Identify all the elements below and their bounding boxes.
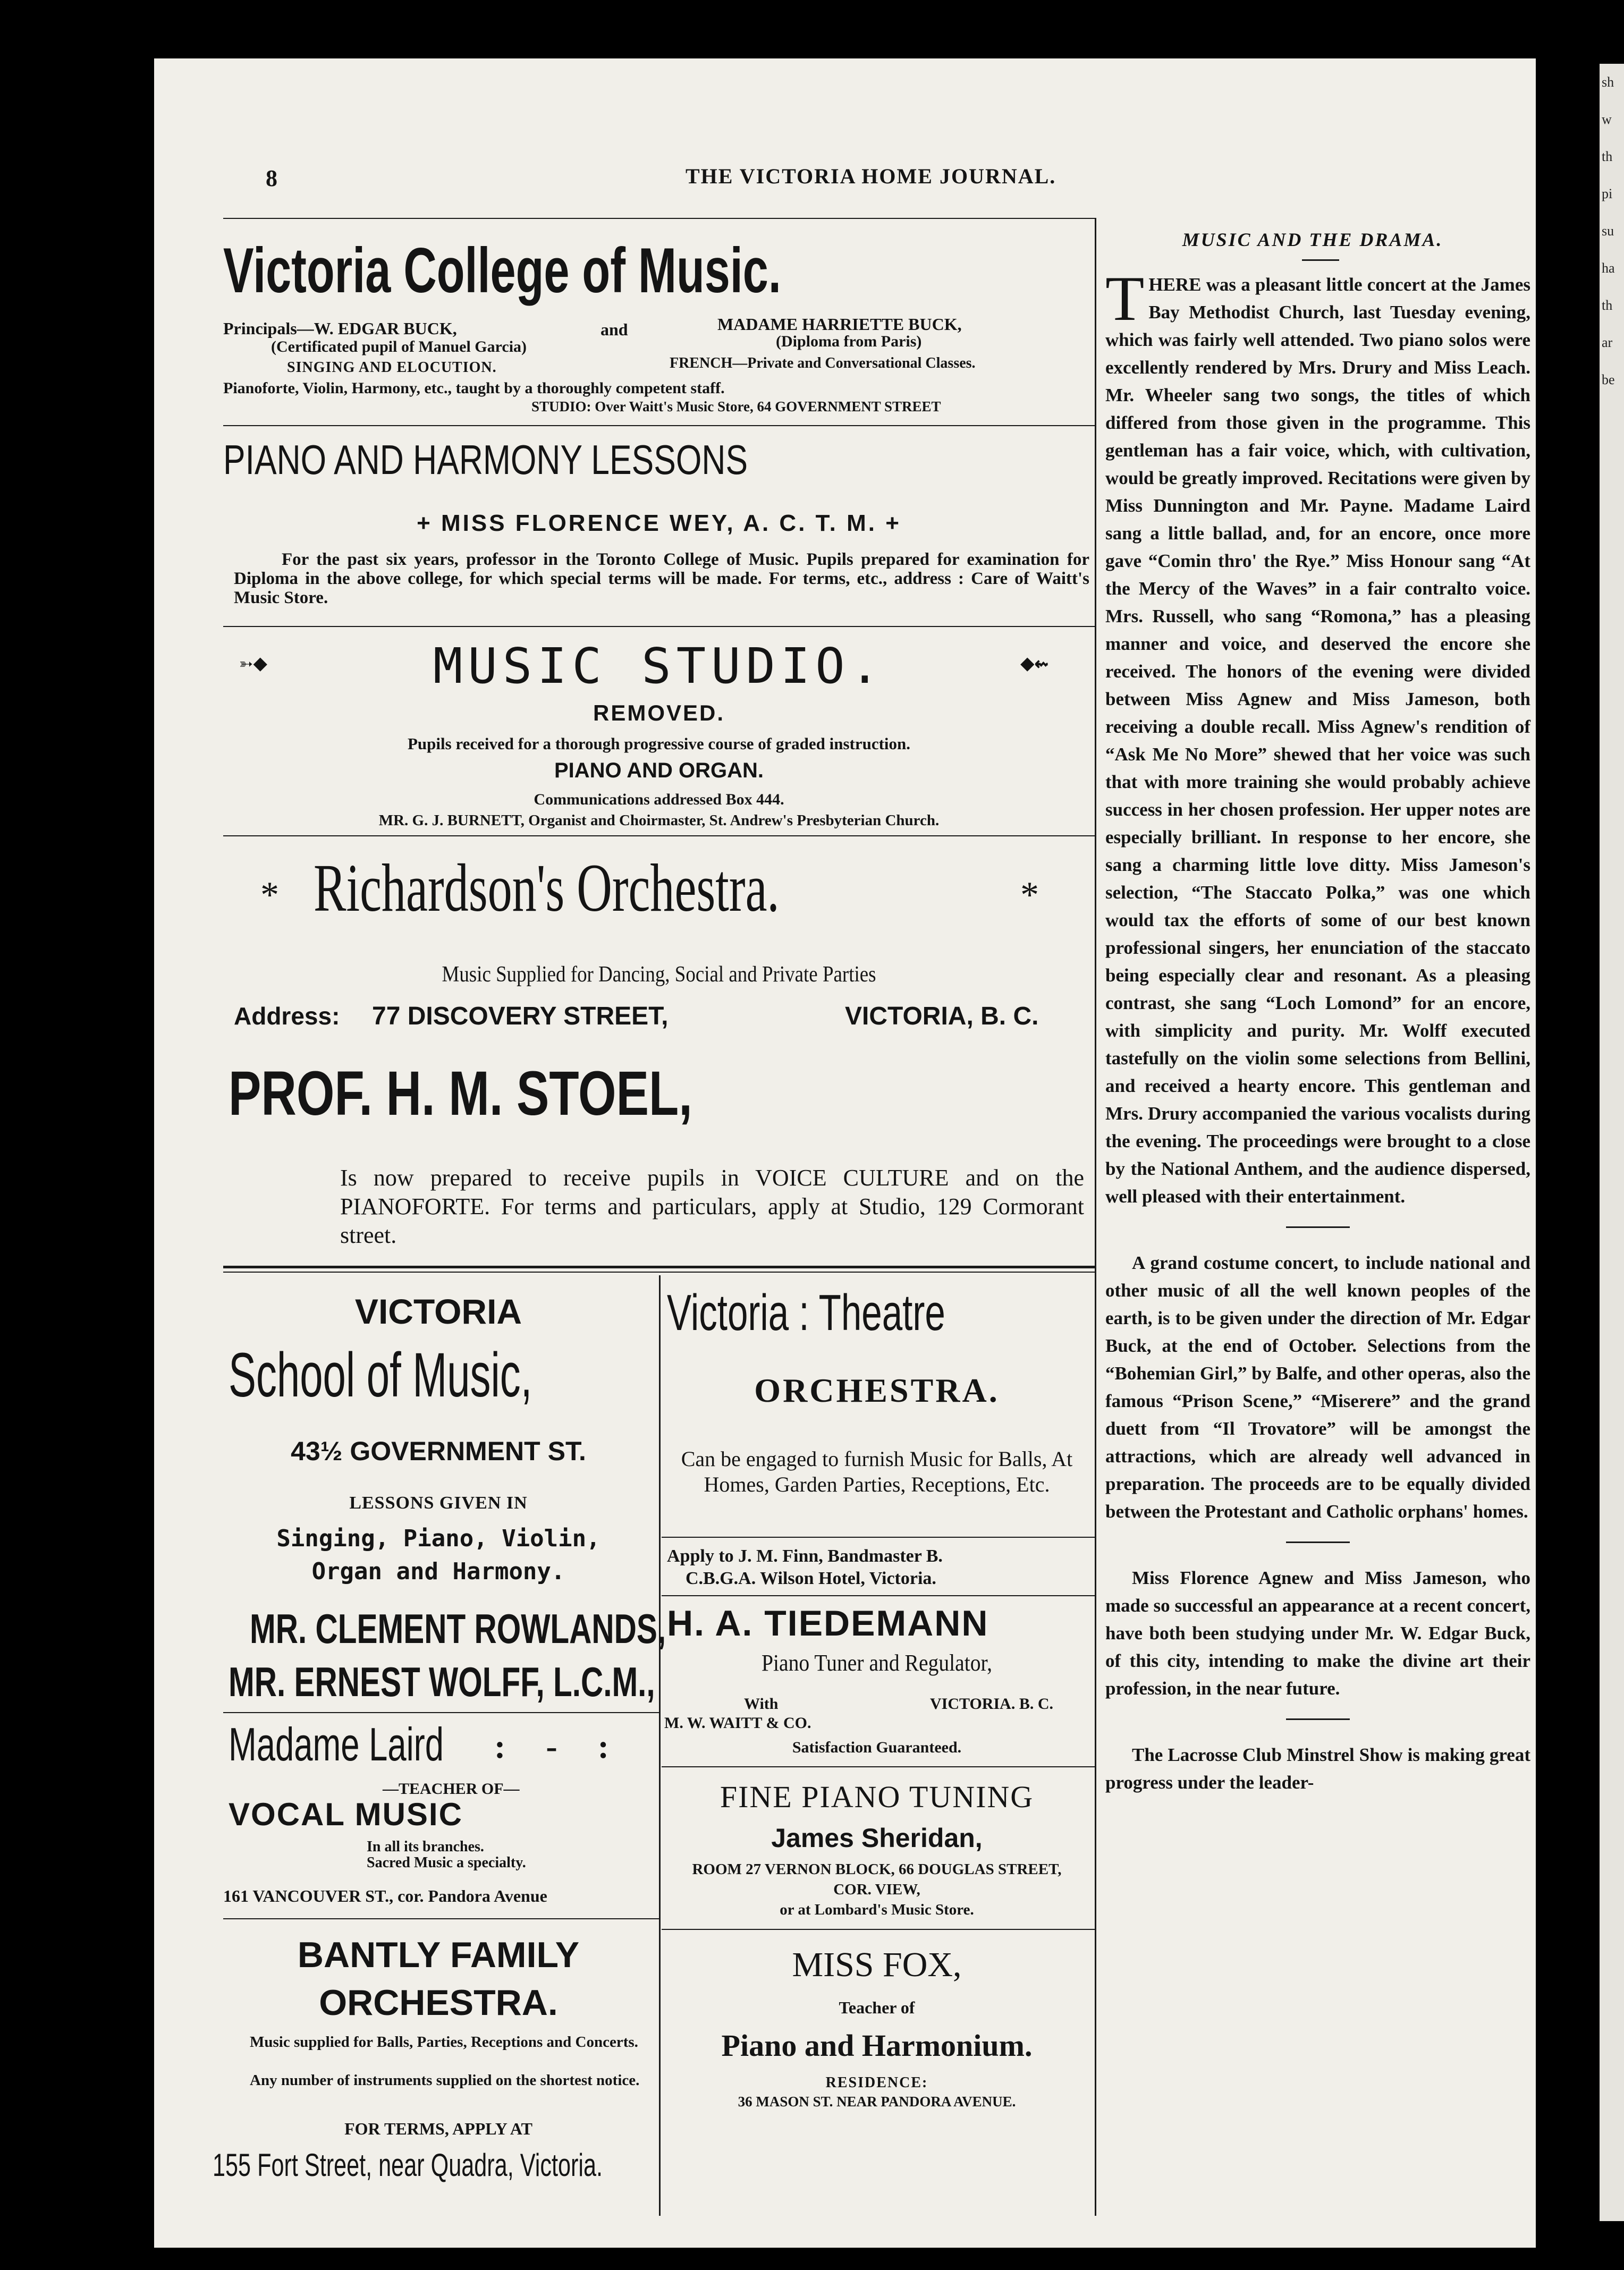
top-rule bbox=[223, 218, 1095, 219]
column-paragraph-2: A grand costume concert, to include national and other music of all the well known peoples of the earth, is to be given under the direction of Mr. Edgar Buck, at the end of October. Selections from the “Bohemian Girl,” by Balfe, and other operas, also the famous “Prison Scene,” “Miserere” and the grand duett from “Il Trovatore” will be amongst the attractions, which are already well advanced in preparation. The proceeds are to be equally divided between the Protestant and Catholic orphans' homes. bbox=[1105, 1252, 1530, 1522]
bantly-title1: BANTLY FAMILY bbox=[297, 1935, 580, 1975]
stoel-body: Is now prepared to receive pupils in VOICE CULTURE and on the PIANOFORTE. For terms and particulars, apply at Studio, 129 Cormorant street. bbox=[340, 1165, 1084, 1248]
school-teacher1: MR. CLEMENT ROWLANDS, bbox=[250, 1605, 666, 1652]
richardson-city: VICTORIA, B. C. bbox=[845, 1002, 1039, 1030]
tiedemann-title: H. A. TIEDEMANN bbox=[667, 1603, 989, 1644]
bantly-terms: FOR TERMS, APPLY AT bbox=[344, 2119, 532, 2138]
school-teacher2: MR. ERNEST WOLFF, L.C.M., bbox=[229, 1658, 655, 1705]
tiedemann-firm: M. W. WAITT & CO. bbox=[664, 1714, 811, 1732]
richardson-address: 77 DISCOVERY STREET, bbox=[372, 1002, 669, 1030]
page-number: 8 bbox=[266, 165, 277, 191]
sheridan-addr2: COR. VIEW, bbox=[833, 1881, 920, 1898]
college-instruments: Pianoforte, Violin, Harmony, etc., taught by a thoroughly competent staff. bbox=[223, 379, 725, 397]
college-studio: STUDIO: Over Waitt's Music Store, 64 GOVERNMENT STREET bbox=[531, 399, 941, 414]
bantly-address: 155 Fort Street, near Quadra, Victoria. bbox=[213, 2147, 603, 2183]
studio-line1: Pupils received for a thorough progressive course of graded instruction. bbox=[407, 734, 911, 753]
richardson-address-label: Address: bbox=[234, 1002, 340, 1030]
laird-title: Madame Laird bbox=[229, 1718, 444, 1771]
theatre-orchestra: ORCHESTRA. bbox=[754, 1371, 1000, 1409]
laird-colons: : - : bbox=[494, 1727, 625, 1765]
college-cert-right: (Diploma from Paris) bbox=[776, 333, 922, 350]
laird-vocal: VOCAL MUSIC bbox=[229, 1797, 463, 1832]
bantly-title2: ORCHESTRA. bbox=[319, 1983, 558, 2023]
tiedemann-guarantee: Satisfaction Guaranteed. bbox=[792, 1739, 962, 1756]
laird-branches: In all its branches. bbox=[367, 1839, 484, 1855]
college-title: Victoria College of Music. bbox=[223, 235, 781, 306]
school-lessons: LESSONS GIVEN IN bbox=[349, 1493, 528, 1513]
laird-sacred: Sacred Music a specialty. bbox=[367, 1854, 526, 1871]
fleuron-left-icon: ➳◆ bbox=[239, 649, 267, 676]
fox-subject: Piano and Harmonium. bbox=[721, 2028, 1033, 2063]
tiedemann-with: With bbox=[744, 1695, 779, 1713]
column-body bbox=[1105, 263, 1530, 1812]
fox-title: MISS FOX, bbox=[792, 1945, 962, 1984]
college-cert-left: (Certificated pupil of Manuel Garcia) bbox=[271, 338, 527, 355]
college-subject-right: FRENCH—Private and Conversational Classes. bbox=[670, 355, 976, 371]
star-left-icon: * bbox=[260, 875, 279, 916]
studio-title: MUSIC STUDIO. bbox=[433, 638, 885, 694]
journal-title: THE VICTORIA HOME JOURNAL. bbox=[686, 164, 1056, 188]
school-subjects1: Singing, Piano, Violin, bbox=[276, 1525, 600, 1552]
richardson-subtitle: Music Supplied for Dancing, Social and Private Parties bbox=[442, 962, 876, 987]
theatre-apply1: Apply to J. M. Finn, Bandmaster B. bbox=[667, 1546, 943, 1566]
school-line1: VICTORIA bbox=[354, 1292, 522, 1331]
theatre-title: Victoria : Theatre bbox=[667, 1284, 945, 1341]
column-heading: MUSIC AND THE DRAMA. bbox=[1182, 229, 1443, 250]
laird-teacher-of: —TEACHER OF— bbox=[383, 1780, 520, 1798]
section-divider bbox=[1286, 1718, 1350, 1720]
theatre-body: Can be engaged to furnish Music for Balls, At Homes, Garden Parties, Receptions, Etc. bbox=[681, 1447, 1073, 1496]
newspaper-page bbox=[154, 58, 1536, 2248]
tiedemann-subtitle: Piano Tuner and Regulator, bbox=[762, 1650, 992, 1676]
star-right-icon: * bbox=[1020, 875, 1039, 916]
column-paragraph-1: THERE was a pleasant little concert at the James Bay Methodist Church, last Tuesday evening, which was fairly well attended. Two piano solos were excellently rendered by Mrs. Drury and Miss Leach. Mr. Wheeler sang two songs, the titles of which differed from those given in the programme. This gentleman has a fair voice, which, with cultivation, would be greatly improved. Recitations were given by Miss Dunnington and Mr. Payne. Madame Laird sang a little ballad, and, for an encore, once more gave “Comin thro' the Rye.” Miss Honour sang “At the Mercy of the Waves” in a fair contralto voice. Mrs. Russell, who sang “Romona,” has a pleasing manner and voice, and deserved the encore she received. The honors of the evening were divided between Miss Agnew and Miss Jameson, both receiving a double recall. Miss Agnew's rendition of “Ask Me No More” shewed that her voice was such that with more training she would probably achieve success in her chosen profession. Her upper notes are especially brilliant. In response to her encore, she sang a charming little love ditty. Miss Jameson's selection, “The Staccato Polka,” was one which would tax the efforts of some of our best known professional singers, her enunciation of the staccato being especially clear and resonant. As a pleasing contrast, she sang “Loch Lomond” for an encore, with simplicity and purity. Mr. Wolff executed tastefully on the violin some selections from Bellini, and received a hearty encore. This gentleman and Mrs. Drury accompanied the various vocalists during the evening. The proceedings were brought to a close by the National Anthem, and the audience dispersed, well pleased with their entertainment. bbox=[1105, 263, 1530, 1207]
richardson-title: Richardson's Orchestra. bbox=[314, 850, 780, 926]
adjacent-page-edge: sh w th pi su ha th ar be bbox=[1600, 64, 1624, 2221]
studio-line2: PIANO AND ORGAN. bbox=[554, 759, 764, 782]
college-and: and bbox=[600, 320, 628, 339]
school-line2: School of Music, bbox=[229, 1340, 532, 1410]
theatre-apply2: C.B.G.A. Wilson Hotel, Victoria. bbox=[686, 1569, 936, 1588]
laird-address: 161 VANCOUVER ST., cor. Pandora Avenue bbox=[223, 1886, 547, 1905]
college-principal-left: Principals—W. EDGAR BUCK, bbox=[223, 319, 457, 338]
studio-line3: Communications addressed Box 444. bbox=[534, 791, 784, 808]
college-principal-right: MADAME HARRIETTE BUCK, bbox=[717, 315, 962, 334]
section-divider bbox=[1286, 1541, 1350, 1543]
stoel-title: PROF. H. M. STOEL, bbox=[229, 1058, 692, 1129]
drop-cap: T bbox=[1105, 263, 1145, 334]
fox-residence: 36 MASON ST. NEAR PANDORA AVENUE. bbox=[738, 2094, 1016, 2110]
bantly-body1: Music supplied for Balls, Parties, Receptions and Concerts. bbox=[250, 2034, 638, 2051]
wey-name: + MISS FLORENCE WEY, A. C. T. M. + bbox=[417, 510, 901, 536]
fleuron-right-icon: ◆⇜ bbox=[1020, 649, 1048, 676]
sheridan-addr3: or at Lombard's Music Store. bbox=[780, 1901, 974, 1918]
studio-removed: REMOVED. bbox=[593, 700, 725, 725]
column-paragraph-4: The Lacrosse Club Minstrel Show is making great progress under the leader- bbox=[1105, 1744, 1530, 1793]
wey-body: For the past six years, professor in the Toronto College of Music. Pupils prepared for examination for Diploma in the above college, for which special terms will be made. For terms, etc., address : Care of Waitt's Music Store. bbox=[234, 550, 1089, 607]
column-paragraph-3: Miss Florence Agnew and Miss Jameson, who made so successful an appearance at a recent concert, have both been studying under Mr. W. Edgar Buck, of this city, intending to make the divine art their profession, in the near future. bbox=[1105, 1568, 1530, 1699]
bantly-body2: Any number of instruments supplied on the shortest notice. bbox=[250, 2072, 640, 2089]
school-subjects2: Organ and Harmony. bbox=[311, 1558, 565, 1585]
sheridan-addr1: ROOM 27 VERNON BLOCK, 66 DOUGLAS STREET, bbox=[692, 1861, 1062, 1878]
studio-line4: MR. G. J. BURNETT, Organist and Choirmaster, St. Andrew's Presbyterian Church. bbox=[378, 812, 940, 829]
sheridan-title: FINE PIANO TUNING bbox=[720, 1780, 1034, 1814]
inner-column-divider bbox=[659, 1275, 661, 2216]
fox-teacher: Teacher of bbox=[839, 1998, 915, 2017]
column-divider bbox=[1095, 218, 1096, 2216]
school-address: 43½ GOVERNMENT ST. bbox=[291, 1436, 586, 1466]
fox-residence-label: RESIDENCE: bbox=[825, 2074, 928, 2091]
section-divider bbox=[1286, 1226, 1350, 1228]
wey-title: PIANO AND HARMONY LESSONS bbox=[223, 436, 748, 483]
sheridan-name: James Sheridan, bbox=[771, 1823, 983, 1853]
tiedemann-city: VICTORIA. B. C. bbox=[930, 1695, 1053, 1713]
college-subject-left: SINGING AND ELOCUTION. bbox=[287, 359, 497, 376]
